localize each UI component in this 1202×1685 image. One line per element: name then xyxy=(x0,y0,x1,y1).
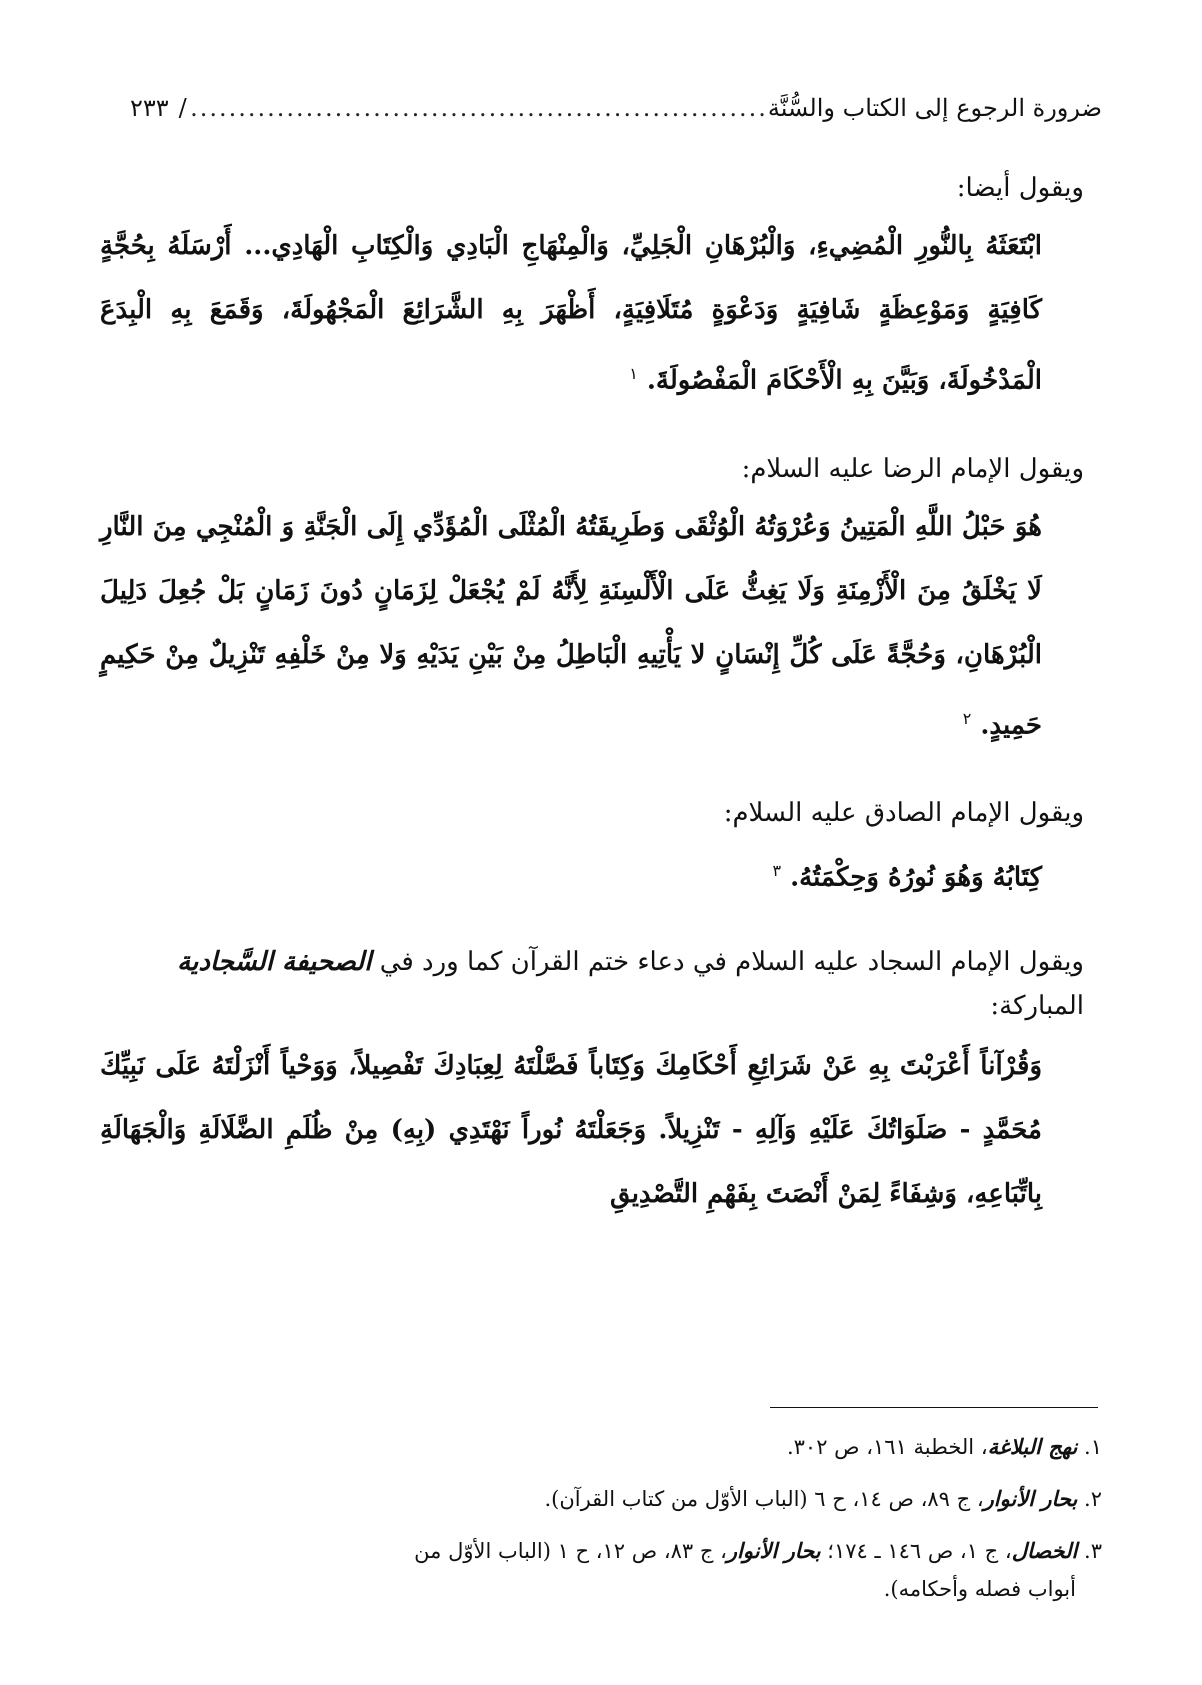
quote-block xyxy=(100,839,1042,910)
main-text xyxy=(100,168,1102,1226)
quote-text: ابْتَعَثَهُ بِالنُّورِ الْمُضِيءِ، وَالْبُرْهَانِ الْجَلِيِّ، وَالْمِنْهَاجِ الْبَادِي وَالْكِتَابِ الْهَادِي... أَرْسَلَهُ بِحُجَّةٍ كَافِيَةٍ وَمَوْعِظَةٍ شَافِيَةٍ وَدَعْوَةٍ مُتَلَافِيَةٍ، أَظْهَرَ بِهِ الشَّرَائِعَ الْمَجْهُولَةَ، وَقَمَعَ بِهِ الْبِدَعَ الْمَدْخُولَةَ، وَبَيَّنَ بِهِ الْأَحْكَامَ الْمَفْصُولَةَ. xyxy=(100,231,1042,396)
section-intro xyxy=(100,940,1084,1028)
footnote-number: ٣. xyxy=(1084,1539,1102,1563)
running-header xyxy=(120,88,1102,128)
footnote-marker: ١ xyxy=(629,364,638,383)
footnote-number: ٢. xyxy=(1084,1487,1102,1511)
leader-dots xyxy=(187,94,768,122)
footnote-number: ١. xyxy=(1084,1435,1102,1459)
section-intro: ويقول الإمام الرضا عليه السلام: xyxy=(741,453,1084,484)
page-number: ٢٣٣ xyxy=(130,94,169,122)
footnote-separator xyxy=(770,1407,1098,1408)
header-separator: / xyxy=(178,94,187,122)
footnote xyxy=(120,1428,1102,1466)
quote-block xyxy=(100,214,1042,413)
footnote-text: ، ج ٨٩، ص ١٤، ح ٦ (الباب الأوّل من كتاب القرآن). xyxy=(544,1487,984,1511)
intro-text: المباركة: xyxy=(990,990,1084,1021)
footnote-source: نهج البلاغة xyxy=(987,1434,1078,1459)
footnote-marker: ٣ xyxy=(772,861,782,881)
quote-text: وَقُرْآناً أَعْرَبْتَ بِهِ عَنْ شَرَائِعِ أَحْكَامِكَ وَكِتَاباً فَصَّلْتَهُ لِعِبَادِكَ تَفْصِيلاً، وَوَحْياً أَنْزَلْتَهُ عَلَى نَبِيِّكَ مُحَمَّدٍ - صَلَوَاتُكَ عَلَيْهِ وَآلِهِ - تَنْزِيلاً. وَجَعَلْتَهُ نُوراً نَهْتَدِي (بِهِ) مِنْ ظُلَمِ الضَّلَالَةِ وَالْجَهَالَةِ بِاتِّبَاعِهِ، وَشِفَاءً لِمَنْ أَنْصَتَ بِفَهْمِ التَّصْدِيقِ xyxy=(100,1050,1042,1209)
quote-block xyxy=(100,495,1042,758)
footnotes xyxy=(120,1428,1102,1622)
section-intro: ويقول الإمام الصادق عليه السلام: xyxy=(723,798,1084,829)
footnote-source: الخصال xyxy=(1011,1538,1078,1563)
footnote-text: ، ج ٨٣، ص ١٢، ح ١ (الباب الأوّل من xyxy=(414,1539,727,1563)
footnote-source: بحار الأنوار xyxy=(983,1486,1078,1511)
footnote-marker: ٢ xyxy=(962,708,972,728)
footnote-text: ، ج ١، ص ١٤٦ ـ ١٧٤؛ xyxy=(827,1539,1012,1563)
quote-text: كِتَابُهُ وَهُوَ نُورُهُ وَحِكْمَتُهُ. xyxy=(790,862,1042,893)
quote-block xyxy=(100,1034,1042,1226)
intro-text: ويقول الإمام السجاد عليه السلام في دعاء ختم القرآن كما ورد في xyxy=(379,946,1084,977)
footnote-continuation: أبواب فصله وأحكامه). xyxy=(883,1577,1076,1601)
footnote-source: بحار الأنوار xyxy=(726,1538,821,1563)
running-title: ضرورة الرجوع إلى الكتاب والسُّنَّة xyxy=(767,94,1102,122)
book-title: الصحيفة السَّجادية xyxy=(177,946,372,977)
quote-text: هُوَ حَبْلُ اللَّهِ الْمَتِينُ وَعُرْوَتُهُ الْوُثْقَى وَطَرِيقَتُهُ الْمُثْلَى الْمُؤَدِّي إِلَى الْجَنَّةِ وَ الْمُنْجِي مِنَ النَّارِ لَا يَخْلَقُ مِنَ الْأَزْمِنَةِ وَلَا يَغِثُّ عَلَى الْأَلْسِنَةِ لِأَنَّهُ لَمْ يُجْعَلْ لِزَمَانٍ دُونَ زَمَانٍ بَلْ جُعِلَ دَلِيلَ الْبُرْهَانِ، وَحُجَّةً عَلَى كُلِّ إِنْسَانٍ لا يَأْتِيهِ الْبَاطِلُ مِنْ بَيْنِ يَدَيْهِ وَلا مِنْ خَلْفِهِ تَنْزِيلٌ مِنْ حَكِيمٍ حَمِيدٍ. xyxy=(100,511,1042,741)
footnote xyxy=(120,1480,1102,1518)
footnote xyxy=(120,1532,1102,1608)
section-intro: ويقول أيضا: xyxy=(956,173,1084,203)
footnote-text: ، الخطبة ١٦١، ص ٣٠٢. xyxy=(786,1435,988,1459)
